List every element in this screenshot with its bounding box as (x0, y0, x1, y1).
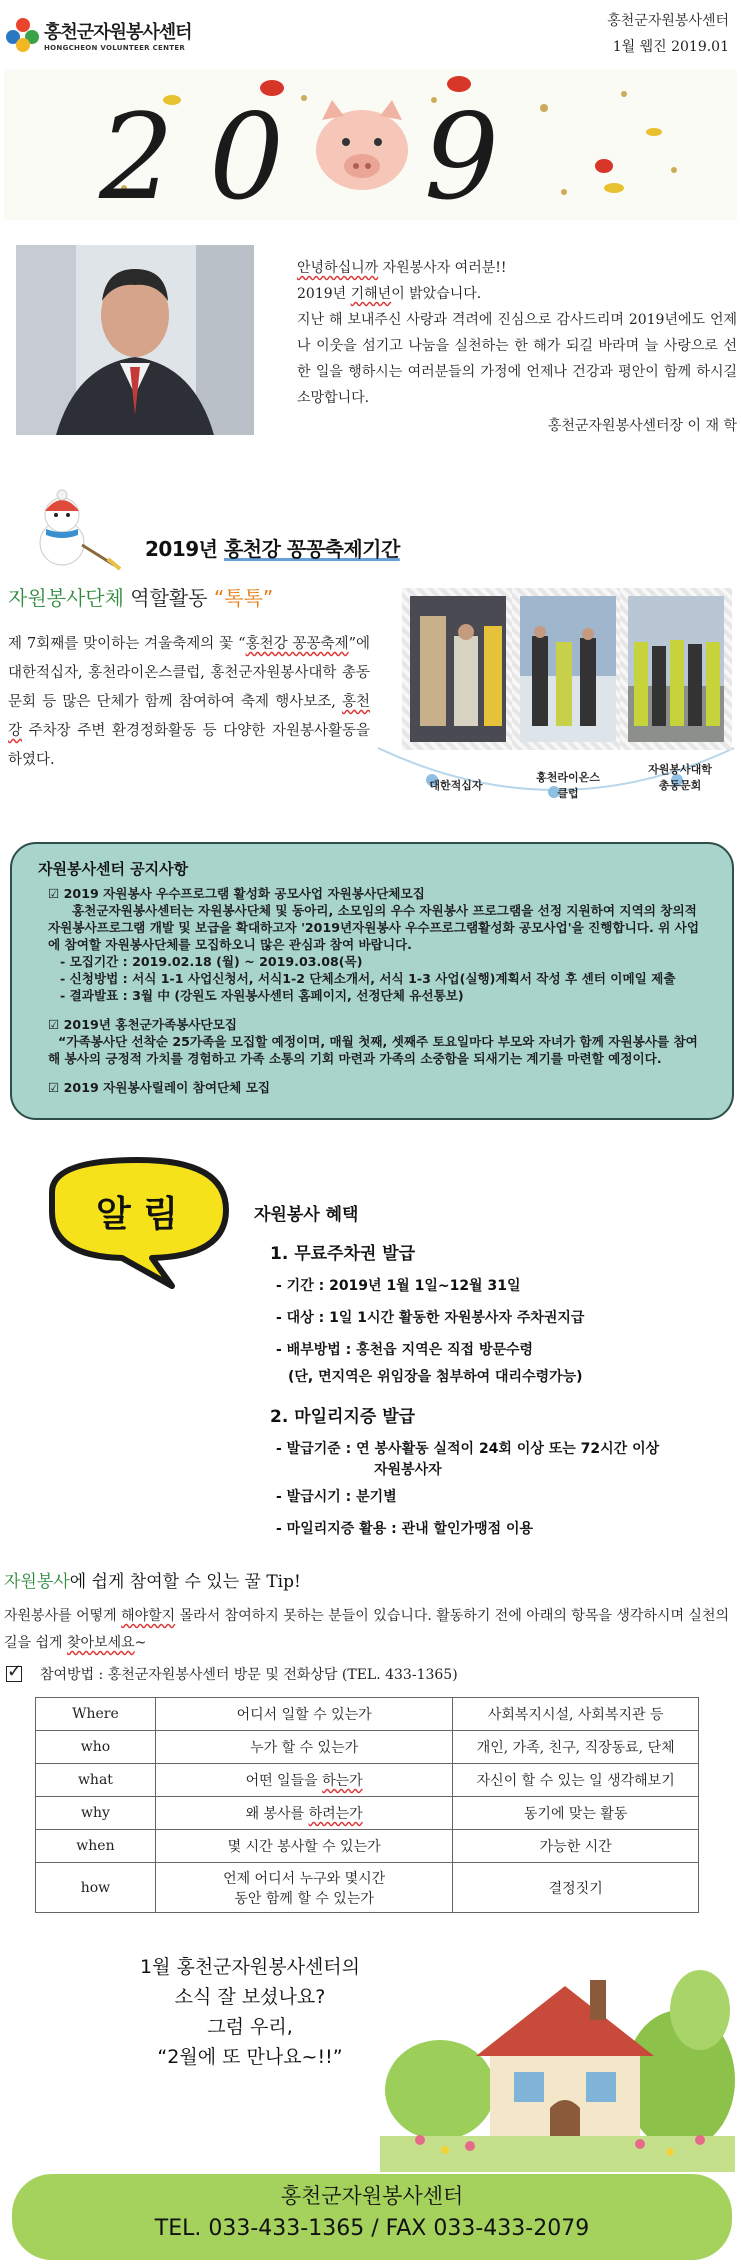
closing-message (80, 1952, 420, 2072)
benefit-parking-note: (단, 면지역은 위임장을 첨부하여 대리수령가능) (288, 1369, 583, 1385)
footer-center-name: 홍천군자원봉사센터 (280, 2184, 464, 2208)
greeting-volunteers: 자원봉사자 여러분!! (378, 260, 507, 276)
table-cell-answer: 사회복지시설, 사회복지관 등 (453, 1698, 699, 1731)
logo-english-text: HONGCHEON VOLUNTEER CENTER (44, 44, 186, 52)
table-cell-question-line: 동안 함께 할 수 있는가 (234, 1890, 374, 1907)
photo-label-lions (512, 770, 624, 802)
photo-label-alumni-2: 총동문회 (658, 779, 702, 792)
notice-s1-heading: ☑ 2019 자원봉사 우수프로그램 활성화 공모사업 자원봉사단체모집 (48, 886, 425, 901)
logo-korean-text: 홍천군자원봉사센터 (44, 22, 192, 43)
table-cell-answer: 자신이 할 수 있는 일 생각해보기 (453, 1764, 699, 1797)
tip-body-find: 찾아보세요 (67, 1635, 135, 1651)
table-cell-question: 누가 할 수 있는가 (155, 1731, 453, 1764)
greeting-message (297, 255, 737, 439)
table-cell-question (155, 1764, 453, 1797)
pig-icon (316, 100, 408, 190)
tip-heading-rest: 에 쉽게 참여할 수 있는 꿀 Tip! (69, 1572, 301, 1592)
table-cell-key: why (36, 1797, 156, 1830)
role-body-festival: 홍천강 꽁꽁축제 (245, 636, 349, 652)
benefit-mileage-heading: 2. 마일리지증 발급 (270, 1407, 416, 1427)
table-cell-key: how (36, 1863, 156, 1913)
announcement-bubble (22, 1152, 254, 1290)
notice-s1-method: - 신청방법 : 서식 1-1 사업신청서, 서식1-2 단체소개서, 서식 1-3 사업(실행)계획서 작성 후 센터 이메일 제출 (60, 971, 676, 986)
greeting-signature: 홍천군자원봉사센터장 이 재 학 (547, 418, 737, 434)
greeting-paragraph: 지난 해 보내주신 사랑과 격려에 진심으로 감사드리며 2019년에도 언제나 이웃을 섬기고 나눔을 실천하는 한 해가 되길 바라며 늘 사랑으로 선한 일을 행하시는 여러분들의 가정에 언제나 건강과 평안이 함께 하시길 소망합니다. (297, 312, 737, 406)
notice-s2-heading: ☑ 2019년 홍천군가족봉사단모집 (48, 1017, 237, 1032)
tip-body-part1: 자원봉사를 어떻게 (4, 1608, 122, 1624)
participation-method (6, 1664, 458, 1684)
notice-s3-heading: ☑ 2019 자원봉사릴레이 참여단체 모집 (48, 1080, 271, 1095)
table-cell-question-part: 왜 봉사를 (245, 1806, 309, 1822)
header-org-name: 홍천군자원봉사센터 (607, 13, 729, 29)
notice-s1-result: - 결과발표 : 3월 中 (강원도 자원봉사센터 홈페이지, 선정단체 유선통보) (60, 988, 464, 1003)
banner-digit-0: 0 (209, 88, 285, 220)
tip-body-tilde: ~ (134, 1635, 147, 1651)
role-heading-groups: 자원봉사단체 (8, 586, 124, 610)
festival-title (145, 533, 400, 562)
snowman-icon (28, 485, 124, 571)
role-body-part2: ”에 대한적십자, 홍천라이온스클럽, 홍천군자원봉사대학 총동문회 등 많은 단체가 함께 참여하여 축제 행사보조, (8, 636, 370, 710)
benefit-mileage-item: - 발급기준 : 연 봉사활동 실적이 24회 이상 또는 72시간 이상 (276, 1441, 660, 1457)
closing-line: 1월 홍천군자원봉사센터의 (139, 1956, 361, 1978)
table-cell-question-part: 하려는가 (308, 1806, 363, 1822)
table-cell-question (155, 1863, 453, 1913)
photo-label-lions-2: 클럽 (557, 787, 579, 800)
table-cell-question-part: 하는가 (322, 1773, 363, 1789)
photo-label-lions-1: 홍천라이온스 (536, 771, 600, 784)
footer-contact-bar (12, 2174, 732, 2260)
photo-label-red-cross: 대한적십자 (429, 779, 483, 792)
table-row (36, 1764, 699, 1797)
role-body-river: 홍천강 (8, 694, 370, 739)
tip-heading-volunteer: 자원봉사 (4, 1572, 70, 1592)
role-body-part1: 제 7회째를 맞이하는 겨울축제의 꽃 “ (8, 636, 246, 652)
notice-s1-body: 홍천군자원봉사센터는 자원봉사단체 및 동아리, 소모임의 우수 자원봉사 프로그램을 선정 지원하여 지역의 창의적 자원봉사프로그램 개발 및 보급을 확대하고자 '2019년자원봉사 우수프로그램활성화 공모사업'을 진행합니다. 위 사업에 참여할 자원봉사단체를 모집하오니 많은 관심과 참여 바랍니다. (48, 903, 700, 952)
announcement-bubble-text: 알 림 (96, 1194, 179, 1235)
table-cell-answer: 동기에 맞는 활동 (453, 1797, 699, 1830)
table-cell-key: Where (36, 1698, 156, 1731)
director-photo (16, 245, 254, 435)
greeting-gihae: 기해년 (350, 286, 392, 302)
closing-line: 소식 잘 보셨나요? (174, 1986, 326, 2008)
photo-lions-club (512, 588, 624, 750)
notice-body (48, 885, 708, 1096)
greeting-hello: 안녕하십니까 (297, 260, 379, 276)
photo-label-alumni (624, 762, 736, 794)
role-heading-toktok: “톡톡” (213, 586, 274, 610)
table-row (36, 1797, 699, 1830)
table-cell-key: when (36, 1830, 156, 1863)
photo-volunteer-alumni (620, 588, 732, 750)
festival-title-year: 2019년 (145, 537, 224, 561)
notice-s2-body: “가족봉사단 선착순 25가족을 모집할 예정이며, 매월 첫째, 셋째주 토요일마다 부모와 자녀가 함께 자원봉사를 참여해 봉사의 긍정적 가치를 경험하고 가족 소통의 기회 마련과 가족의 소중함을 되새기는 계기를 마련할 예정이다. (48, 1034, 698, 1066)
role-heading-activities: 역할활동 (123, 586, 214, 610)
benefit-parking-item: - 기간 : 2019년 1월 1일~12월 31일 (276, 1278, 521, 1294)
table-cell-answer: 가능한 시간 (453, 1830, 699, 1863)
role-heading (8, 582, 273, 611)
volunteer-benefits (254, 1200, 734, 1545)
table-cell-question-part: 어떤 일들을 (245, 1773, 323, 1789)
banner-digit-9: 9 (424, 88, 500, 220)
festival-title-name: 홍천강 꽁꽁축제 (223, 537, 363, 561)
banner-digit-2: 2 (99, 88, 175, 220)
header-issue: 1월 웹진 2019.01 (612, 39, 729, 55)
closing-line: “2월에 또 만나요~!!” (157, 2046, 343, 2068)
tip-body-part2: 몰라서 참여하지 못하는 분들이 있습니다. 활동하기 전에 아래의 항목을 생각하시며 실천의 길을 쉽게 (4, 1608, 729, 1651)
table-row (36, 1863, 699, 1913)
benefit-parking-item: - 대상 : 1일 1시간 활동한 자원봉사자 주차권지급 (276, 1310, 585, 1326)
table-row (36, 1698, 699, 1731)
new-year-banner (4, 70, 737, 220)
checkbox-icon (6, 1666, 22, 1682)
festival-title-period: 기간 (362, 537, 400, 561)
role-body-part3: 주차장 주변 환경정화활동 등 다양한 자원봉사활동을 하였다. (8, 723, 370, 768)
photo-red-cross (402, 588, 514, 750)
table-cell-question: 몇 시간 봉사할 수 있는가 (155, 1830, 453, 1863)
banner-art (4, 70, 737, 220)
table-cell-question (155, 1797, 453, 1830)
logo-mark-icon (6, 18, 40, 52)
house-illustration (380, 1940, 735, 2172)
table-cell-key: who (36, 1731, 156, 1764)
role-body-text (8, 630, 370, 775)
benefits-title: 자원봉사 혜택 (254, 1205, 359, 1225)
table-row (36, 1731, 699, 1764)
tip-body (4, 1603, 739, 1657)
benefit-parking-item: - 배부방법 : 홍천읍 지역은 직접 방문수령 (276, 1342, 534, 1358)
benefit-mileage-item: - 마일리지증 활용 : 관내 할인가맹점 이용 (276, 1521, 534, 1537)
table-cell-answer: 개인, 가족, 친구, 직장동료, 단체 (453, 1731, 699, 1764)
greeting-year: 2019년 (297, 286, 351, 302)
notice-s1-period: - 모집기간 : 2019.02.18 (월) ~ 2019.03.08(목) (60, 954, 363, 969)
benefit-mileage-item-cont: 자원봉사자 (374, 1462, 442, 1478)
greeting-dawned: 이 밝았습니다. (391, 286, 482, 302)
tip-body-how: 해야할지 (121, 1608, 176, 1624)
benefit-parking-heading: 1. 무료주차권 발급 (270, 1244, 416, 1264)
table-row (36, 1830, 699, 1863)
footer-phone-fax[interactable]: TEL. 033-433-1365 / FAX 033-433-2079 (154, 2216, 590, 2241)
tip-heading (4, 1567, 301, 1592)
table-cell-question: 어디서 일할 수 있는가 (155, 1698, 453, 1731)
issue-info (607, 8, 729, 60)
participation-method-text: 참여방법 : 홍천군자원봉사센터 방문 및 전화상담 (TEL. 433-1365) (40, 1667, 458, 1683)
notice-title: 자원봉사센터 공지사항 (38, 860, 189, 878)
closing-line: 그럼 우리, (207, 2016, 293, 2038)
photo-label-alumni-1: 자원봉사대학 (648, 763, 712, 776)
tip-table (35, 1697, 699, 1913)
table-cell-answer: 결정짓기 (453, 1863, 699, 1913)
center-logo[interactable] (6, 12, 266, 58)
table-cell-question-line: 언제 어디서 누구와 몇시간 (223, 1870, 386, 1887)
table-cell-key: what (36, 1764, 156, 1797)
benefit-mileage-item: - 발급시기 : 분기별 (276, 1489, 397, 1505)
